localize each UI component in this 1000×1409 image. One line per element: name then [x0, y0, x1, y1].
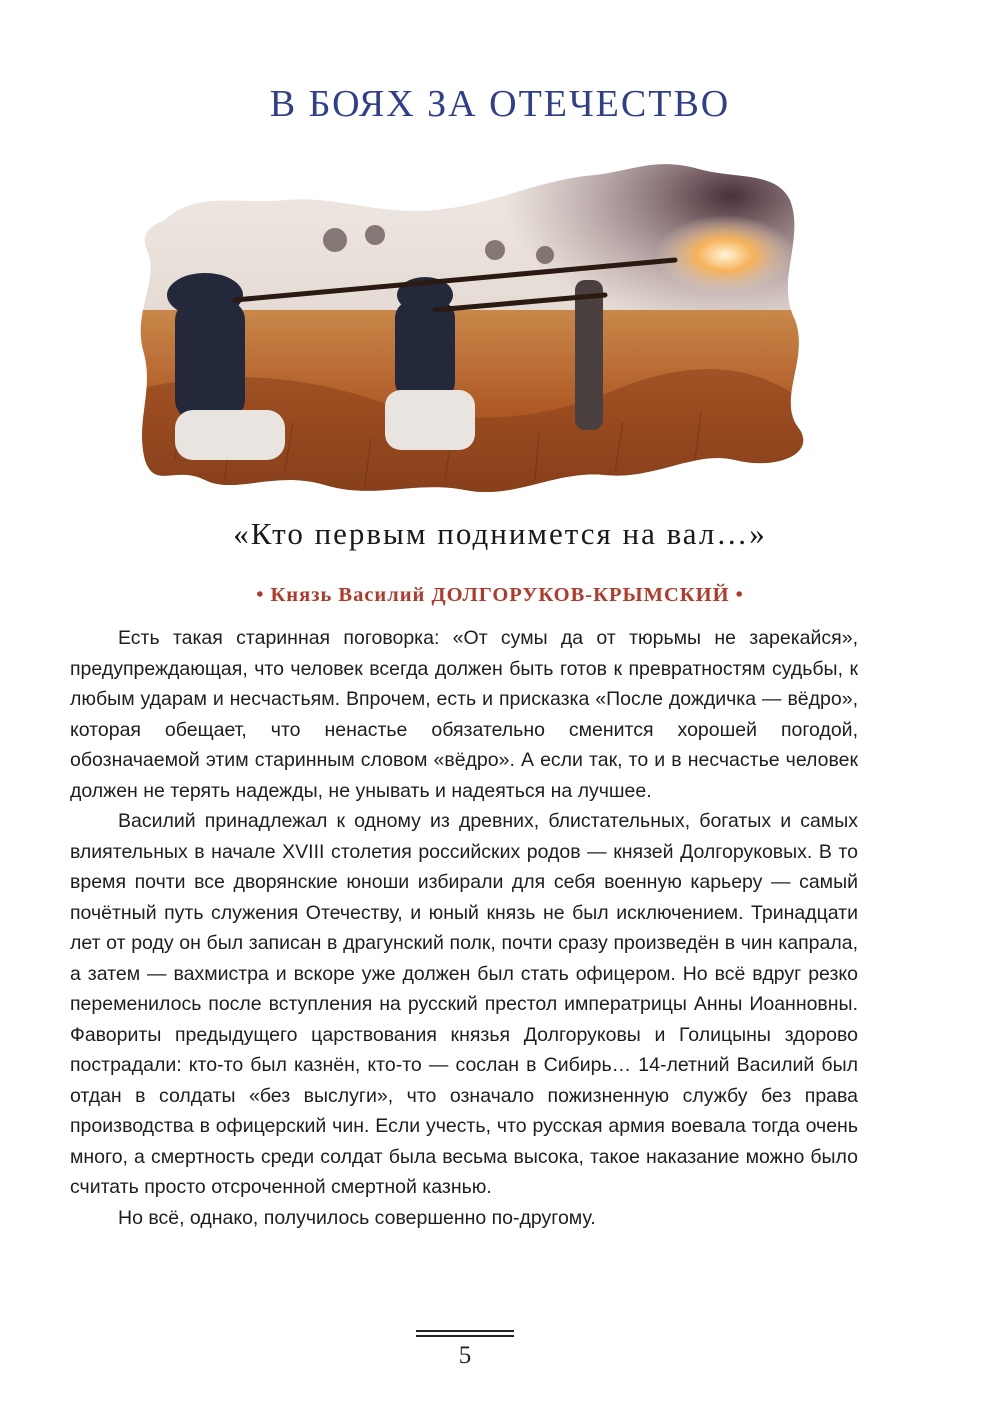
bullet-right: •	[735, 584, 744, 606]
page-number: 5	[458, 1342, 472, 1369]
footer-rule-top	[416, 1330, 514, 1332]
bullet-left: •	[256, 584, 265, 606]
battle-scene-illustration	[135, 160, 815, 505]
chapter-subtitle	[0, 584, 1000, 607]
person-name: Князь Василий ДОЛГОРУКОВ-КРЫМСКИЙ	[270, 584, 730, 606]
paragraph: Но всё, однако, получилось совершенно по-другому.	[118, 1206, 596, 1229]
paragraph: Есть такая старинная поговорка: «От сумы да от тюрьмы не зарекайся», предупреждающая, что человек всегда должен быть готов к превратностям судьбы, к любым ударам и несчастьям. Впрочем, есть и присказка «После дождичка — вёдро», которая обещает, что ненастье обязательно сменится хорошей погодой, обозначаемой этим старинным словом «вёдро». А если так, то и в несчастье человек должен не терять надежды, не унывать и надеяться на лучшее.	[70, 627, 858, 802]
footer-rule-bottom	[416, 1335, 514, 1337]
section-title: В БОЯХ ЗА ОТЕЧЕСТВО	[269, 83, 731, 125]
body-text	[70, 623, 858, 1233]
chapter-title: «Кто первым поднимется на вал…»	[233, 516, 767, 551]
paragraph: Василий принадлежал к одному из древних, блистательных, богатых и самых влиятельных в начале XVIII столетия российских родов — князей Долгоруковых. В то время почти все дворянские юноши избирали для себя военную карьеру — самый почётный путь служения Отечеству, и юный князь не был исключением. Тринадцати лет от роду он был записан в драгунский полк, почти сразу произведён в чин капрала, а затем — вахмистра и вскоре уже должен был стать офицером. Но всё вдруг резко переменилось после вступления на русский престол императрицы Анны Иоанновны. Фавориты предыдущего царствования князья Долгоруковы и Голицыны здорово пострадали: кто-то был казнён, кто-то — сослан в Сибирь… 14-летний Василий был отдан в солдаты «без выслуги», что означало пожизненную службу без права производства в офицерский чин. Если учесть, что русская армия воевала тогда очень много, а смертность среди солдат была весьма высока, такое наказание можно было считать просто отсроченной смертной казнью.	[70, 810, 858, 1198]
